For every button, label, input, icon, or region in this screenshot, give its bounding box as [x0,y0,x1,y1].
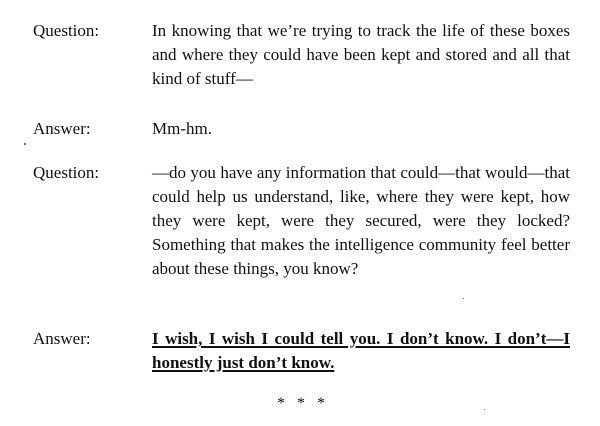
question-text: In knowing that we’re trying to track the life of these boxes and where they could have been kept and stored and all that kind of stuff— [152,21,570,88]
speaker-label: Question: [33,21,100,40]
scan-speck [24,143,26,145]
speaker-label: Question: [33,163,100,182]
answer-text: Mm-hm. [152,119,212,138]
section-separator: * * * [277,395,329,412]
speaker-label: Answer: [33,119,91,138]
answer-text: I wish, I wish I could tell you. I don’t know. I don’t—I honestly just don’t know. [152,329,570,372]
scan-speck [484,409,485,410]
scan-speck [463,298,464,299]
question-text: —do you have any information that could—that would—that could help us understand, like, where they were kept, how they were kept, were they secured, were they locked? Something that makes the intelligence community feel better about these things, you know? [152,163,570,278]
speaker-label: Answer: [33,329,91,348]
